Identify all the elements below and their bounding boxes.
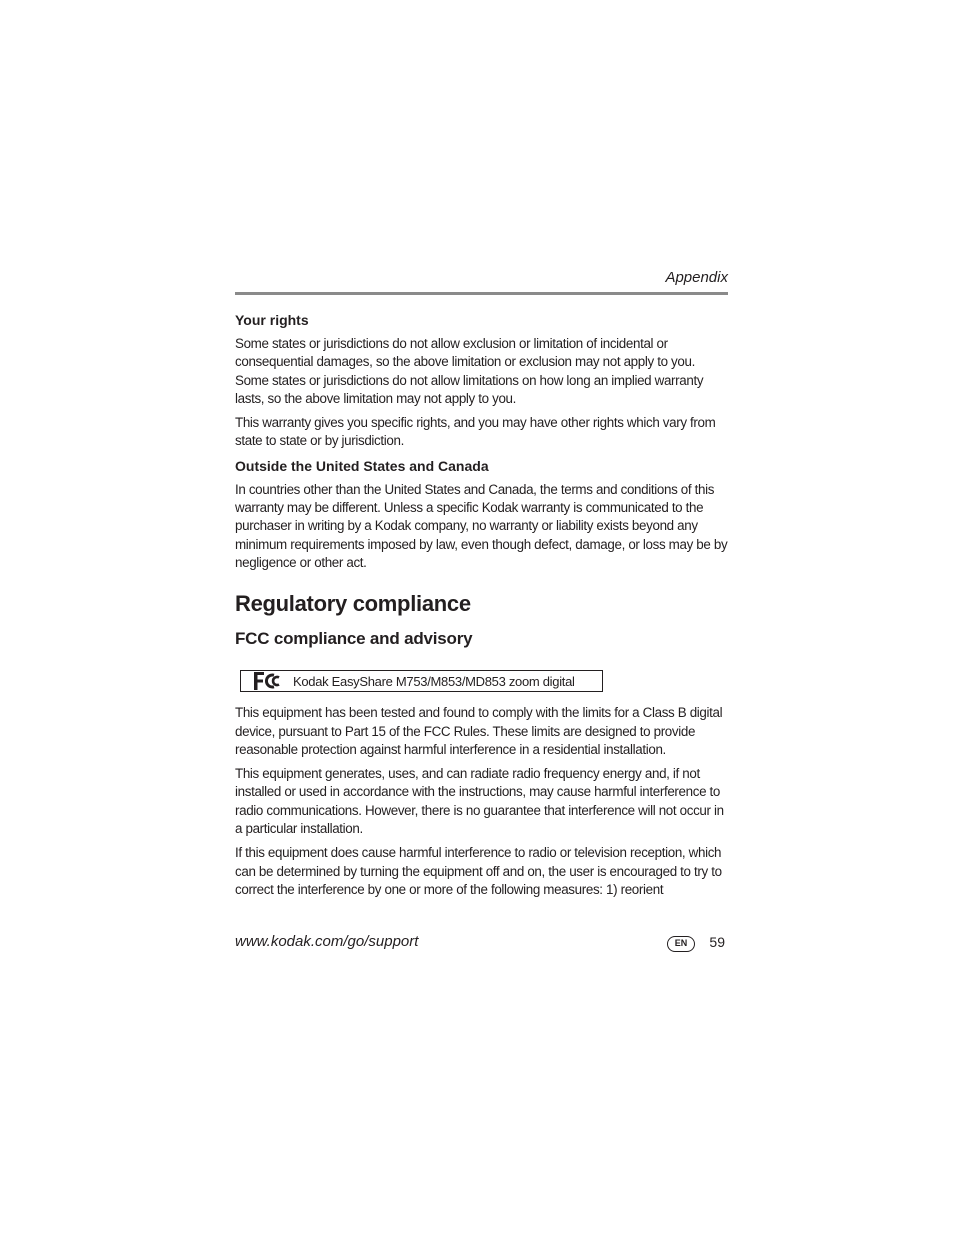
regulatory-compliance-title: Regulatory compliance: [235, 591, 471, 617]
outside-us-paragraph-1: In countries other than the United States and Canada, the terms and conditions of this warranty may be different. Unless a specific Kodak warranty is communicated to the purchaser in writing by a Kodak company, no warranty or liability exists beyond any minimum requirements imposed by law, even though defect, damage, or loss may be by negligence or other act.: [235, 481, 728, 570]
your-rights-heading: Your rights: [235, 312, 309, 328]
your-rights-paragraph-1: Some states or jurisdictions do not allow exclusion or limitation of incidental or consequential damages, so the above limitation or exclusion may not apply to you. Some states or jurisdictions do not allow limitations on how long an implied warranty lasts, so the above limitation may not apply to you.: [235, 336, 704, 406]
fcc-logo-icon: [253, 671, 281, 691]
fcc-paragraph-3: If this equipment does cause harmful interference to radio or television reception, which can be determined by turning the equipment off and on, the user is encouraged to try to correct the interference by one or more of the following measures: 1) reorient: [235, 845, 722, 897]
your-rights-paragraph-2: This warranty gives you specific rights, and you may have other rights which vary from state to state or by jurisdiction.: [235, 415, 716, 449]
fcc-paragraph-2: This equipment generates, uses, and can radiate radio frequency energy and, if not installed or used in accordance with the instructions, may cause harmful interference to radio communications. However, there is no guarantee that interference will not occur in a particular installation.: [235, 766, 724, 837]
fcc-paragraph-1: This equipment has been tested and found to comply with the limits for a Class B digital device, pursuant to Part 15 of the FCC Rules. These limits are designed to provide reasonable protection against harmful interference in a residential installation.: [235, 705, 723, 757]
page-number: 59: [709, 934, 725, 950]
fcc-product-label: Kodak EasyShare M753/M853/MD853 zoom digital: [293, 673, 575, 689]
page-footer: [235, 930, 725, 956]
outside-us-heading: Outside the United States and Canada: [235, 457, 489, 474]
language-badge: EN: [667, 936, 695, 952]
header-divider: [235, 292, 728, 295]
running-header: Appendix: [665, 269, 728, 286]
fcc-compliance-subtitle: FCC compliance and advisory: [235, 629, 473, 649]
support-url: www.kodak.com/go/support: [235, 933, 419, 950]
document-page: [235, 268, 728, 905]
fcc-product-box: [240, 670, 603, 692]
